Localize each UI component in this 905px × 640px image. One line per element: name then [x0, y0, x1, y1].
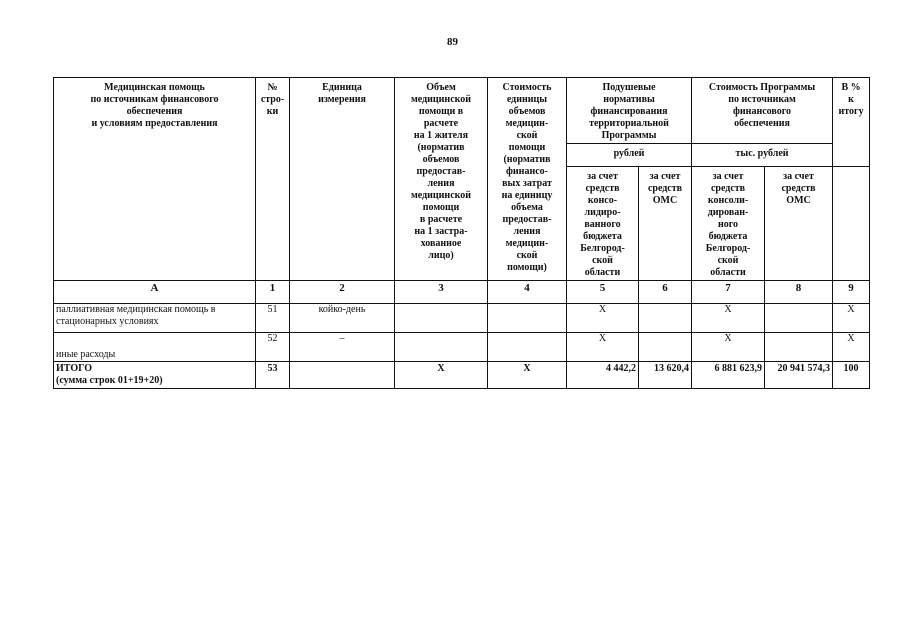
total-unit — [290, 362, 395, 389]
header-percent-empty — [833, 167, 870, 281]
row-care-type: паллиативная медицинская помощь в стационарных условиях — [54, 304, 256, 333]
total-row — [54, 362, 870, 389]
header-program-cost-group: Стоимость Программы по источникам финансового обеспечения — [692, 78, 833, 144]
row-unit: койко-день — [290, 304, 395, 333]
total-volume: Х — [395, 362, 488, 389]
header-oms-cost: за счет средств ОМС — [765, 167, 833, 281]
row-oms-cost — [765, 304, 833, 333]
header-regional-budget-per-capita: за счет средств консо- лидиро- ванного бюджета Белгород- ской области — [567, 167, 639, 281]
row-oms-per-capita — [639, 304, 692, 333]
column-index: 8 — [765, 281, 833, 304]
row-regional-budget-per-capita: Х — [567, 333, 639, 362]
row-volume — [395, 333, 488, 362]
header-regional-budget-cost: за счет средств консоли- дирован- ного бюджета Белгород- ской области — [692, 167, 765, 281]
column-index: А — [54, 281, 256, 304]
column-index: 2 — [290, 281, 395, 304]
financing-table — [53, 77, 870, 389]
column-index: 7 — [692, 281, 765, 304]
header-unit-cost: Стоимость единицы объемов медицин- ской помощи (норматив финансо- вых затрат на единицу объема предостав- ления медицин- ской помощи) — [488, 78, 567, 281]
total-line-number: 53 — [256, 362, 290, 389]
row-unit-cost — [488, 304, 567, 333]
total-oms-per-capita: 13 620,4 — [639, 362, 692, 389]
row-line-number: 51 — [256, 304, 290, 333]
table-row — [54, 304, 870, 333]
header-unit: Единица измерения — [290, 78, 395, 281]
total-regional-budget-per-capita: 4 442,2 — [567, 362, 639, 389]
column-index: 4 — [488, 281, 567, 304]
column-index: 3 — [395, 281, 488, 304]
total-oms-cost: 20 941 574,3 — [765, 362, 833, 389]
header-unit-thousand-rubles: тыс. рублей — [692, 144, 833, 167]
column-index: 9 — [833, 281, 870, 304]
total-label — [54, 362, 256, 389]
header-row-1 — [54, 78, 870, 144]
header-unit-rubles: рублей — [567, 144, 692, 167]
column-index: 1 — [256, 281, 290, 304]
row-percent: Х — [833, 304, 870, 333]
column-index: 6 — [639, 281, 692, 304]
row-line-number: 52 — [256, 333, 290, 362]
header-line-number: № стро- ки — [256, 78, 290, 281]
total-unit-cost: Х — [488, 362, 567, 389]
total-subtitle: (сумма строк 01+19+20) — [56, 375, 163, 386]
row-care-type: иные расходы — [54, 333, 256, 362]
row-regional-budget-per-capita: Х — [567, 304, 639, 333]
row-oms-per-capita — [639, 333, 692, 362]
page-number: 89 — [447, 36, 458, 48]
row-unit: – — [290, 333, 395, 362]
header-per-capita-group: Подушевые нормативы финансирования территориальной Программы — [567, 78, 692, 144]
column-index-row — [54, 281, 870, 304]
header-oms-per-capita: за счет средств ОМС — [639, 167, 692, 281]
total-title: ИТОГО — [56, 363, 92, 374]
header-percent: В % к итогу — [833, 78, 870, 167]
total-regional-budget-cost: 6 881 623,9 — [692, 362, 765, 389]
header-volume: Объем медицинской помощи в расчете на 1 жителя (норматив объемов предостав- ления медицинской помощи в расчете на 1 застра- хованное лицо) — [395, 78, 488, 281]
row-oms-cost — [765, 333, 833, 362]
total-percent: 100 — [833, 362, 870, 389]
row-regional-budget-cost: Х — [692, 304, 765, 333]
row-regional-budget-cost: Х — [692, 333, 765, 362]
row-unit-cost — [488, 333, 567, 362]
header-care-type: Медицинская помощь по источникам финансового обеспечения и условиям предоставления — [54, 78, 256, 281]
column-index: 5 — [567, 281, 639, 304]
row-percent: Х — [833, 333, 870, 362]
row-volume — [395, 304, 488, 333]
table-row — [54, 333, 870, 362]
